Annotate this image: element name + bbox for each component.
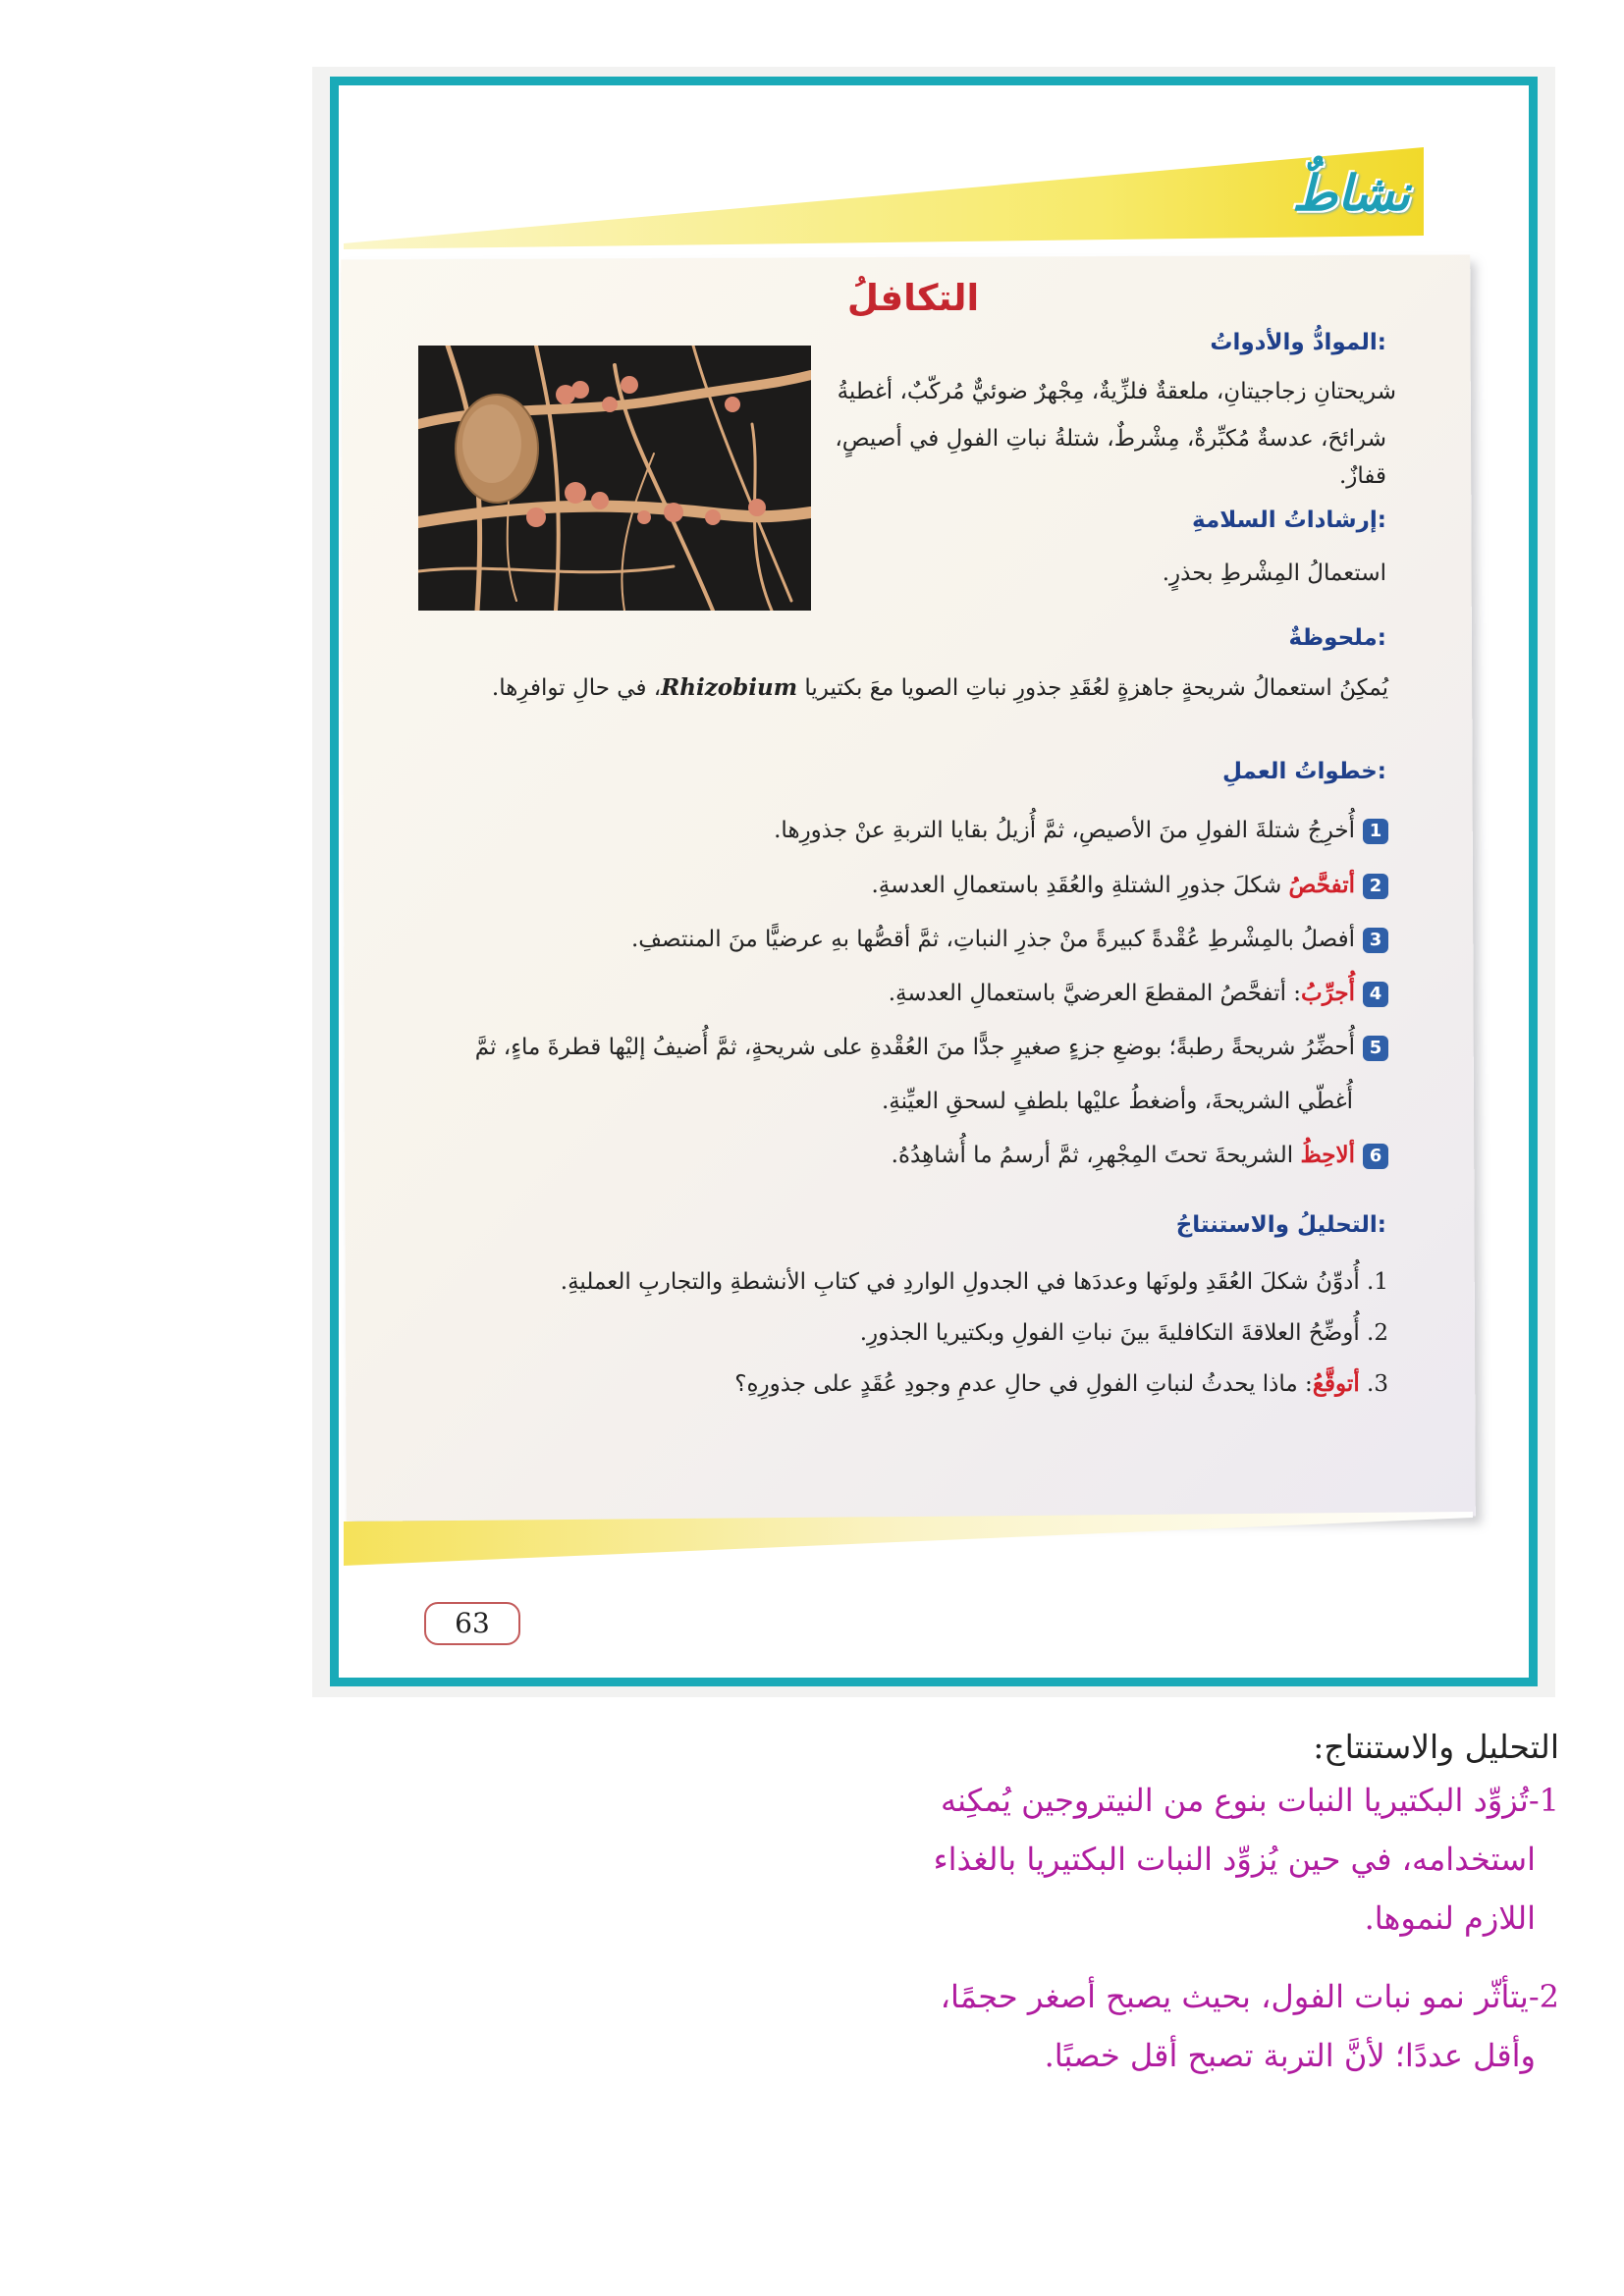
- analysis-number: 2.: [1367, 1320, 1388, 1346]
- step-number: 4: [1363, 982, 1388, 1007]
- step-number: 6: [1363, 1144, 1388, 1169]
- step-keyword: ألاحِظُ: [1300, 1142, 1355, 1168]
- step-text: أُغطّي الشريحةَ، وأضغطُ عليْها بلطفٍ لسحقِ العيِّنةِ.: [881, 1089, 1353, 1114]
- analysis-text: : ماذا يحدثُ لنباتِ الفولِ في حالِ عدمِ وجودِ عُقَدٍ على جذورِهِ؟: [734, 1371, 1313, 1397]
- analysis-number: 3.: [1367, 1371, 1388, 1397]
- step-keyword: أُجرِّبُ: [1301, 980, 1355, 1006]
- step-text: : أتفحَّصُ المقطعَ العرضيَّ باستعمالِ العدسةِ.: [888, 981, 1302, 1006]
- page-number: 63: [424, 1602, 520, 1645]
- analysis-item-1: [426, 1262, 1388, 1302]
- materials-heading: الموادُّ والأدواتُ:: [1210, 330, 1386, 355]
- rhizobium-term: Rhizobium: [661, 674, 798, 701]
- step-5-continued: [469, 1082, 1353, 1121]
- analysis-text: أُدوِّنُ شكلَ العُقَدِ ولونَها وعددَها في الجدولِ الواردِ في كتابِ الأنشطةِ والتجاربِ العمليةِ.: [560, 1269, 1368, 1295]
- step-text: الشريحةَ تحتَ المِجْهرِ، ثمَّ أرسمُ ما أُشاهِدُهُ.: [891, 1143, 1301, 1168]
- answer-line: اللازم لنموها.: [1364, 1899, 1536, 1937]
- analysis-item-2: [426, 1313, 1388, 1353]
- step-number: 3: [1363, 928, 1388, 953]
- analysis-heading: التحليلُ والاستنتاجُ:: [1175, 1212, 1386, 1238]
- step-number: 1: [1363, 819, 1388, 844]
- step-text: أُخرِجُ شتلةَ الفولِ منَ الأصيصِ، ثمَّ أُزيلُ بقايا التربةِ عنْ جذورِها.: [774, 818, 1355, 843]
- step-5: [397, 1028, 1388, 1067]
- analysis-keyword: أتوقَّعُ: [1312, 1370, 1360, 1397]
- safety-heading: إرشاداتُ السلامةِ:: [1192, 507, 1386, 533]
- step-text: أفصلُ بالمِشْرطِ عُقْدةً كبيرةً منْ جذرِ النباتِ، ثمَّ أقصُّها بهِ عرضيًّا منَ المنتصفِ.: [630, 927, 1355, 952]
- answer-line: وأقل عددًا؛ لأنَّ التربة تصبح أقل خصبًا.: [1044, 2037, 1536, 2074]
- note-text: [426, 669, 1388, 707]
- step-6: [426, 1136, 1388, 1175]
- activity-badge: نشاطٌ: [1292, 165, 1410, 222]
- step-number: 2: [1363, 874, 1388, 899]
- step-number: 5: [1363, 1036, 1388, 1061]
- step-text: شكلَ جذورِ الشتلةِ والعُقَدِ باستعمالِ العدسةِ.: [871, 873, 1289, 898]
- step-text: أُحضِّرُ شريحةً رطبةً؛ بوضعِ جزءٍ صغيرٍ جدًّا منَ العُقْدةِ على شريحةٍ، ثمَّ أُضيفُ إليْها قطرةَ ماءٍ، ثمَّ: [474, 1035, 1355, 1060]
- steps-heading: خطواتُ العملِ:: [1221, 759, 1386, 784]
- analysis-spacer: [1360, 1371, 1367, 1397]
- top-ribbon: [344, 147, 1424, 249]
- bottom-ribbon: [344, 1512, 1473, 1566]
- step-keyword: أتفحَّصُ: [1288, 872, 1355, 898]
- root-nodules-photo: [418, 346, 811, 611]
- note-heading: ملحوظةٌ:: [1288, 625, 1386, 651]
- step-2: [426, 866, 1388, 905]
- materials-line-1: شريحتانِ زجاجيتانِ، ملعقةٌ فلزِّيةٌ، مِجْهرٌ ضوئيٌّ مُركّبٌ، أغطيةُ: [837, 379, 1396, 404]
- note-text-end: ، في حالِ توافرِها.: [491, 675, 662, 701]
- materials-line-2: شرائحَ، عدسةٌ مُكبِّرةٌ، مِشْرطٌ، شتلةُ نباتِ الفولِ في أصيصٍ، قفازٌ.: [835, 426, 1386, 489]
- step-3: [426, 920, 1388, 959]
- safety-text: استعمالُ المِشْرطِ بحذرٍ.: [1162, 561, 1386, 586]
- answers-heading: التحليل والاستنتاج:: [1313, 1728, 1559, 1766]
- note-text-start: يُمكِنُ استعمالُ شريحةٍ جاهزةٍ لعُقَدِ جذورِ نباتِ الصويا معَ بكتيريا: [797, 675, 1388, 701]
- activity-title: التكافلُ: [846, 277, 980, 319]
- analysis-number: 1.: [1367, 1269, 1388, 1295]
- answer-line: 1-تُزوِّد البكتيريا النبات بنوع من النيتروجين يُمكِنه: [941, 1782, 1559, 1819]
- analysis-text: أُوضِّحُ العلاقةَ التكافليةَ بينَ نباتِ الفولِ وبكتيريا الجذورِ.: [859, 1320, 1368, 1346]
- analysis-item-3: [426, 1364, 1388, 1404]
- answer-line: استخدامه، في حين يُزوِّد النبات البكتيريا بالغذاء: [933, 1841, 1536, 1878]
- answer-line: 2-يتأثّر نمو نبات الفول، بحيث يصبح أصغر حجمًا،: [940, 1978, 1559, 2015]
- step-1: [426, 811, 1388, 850]
- step-4: [426, 974, 1388, 1013]
